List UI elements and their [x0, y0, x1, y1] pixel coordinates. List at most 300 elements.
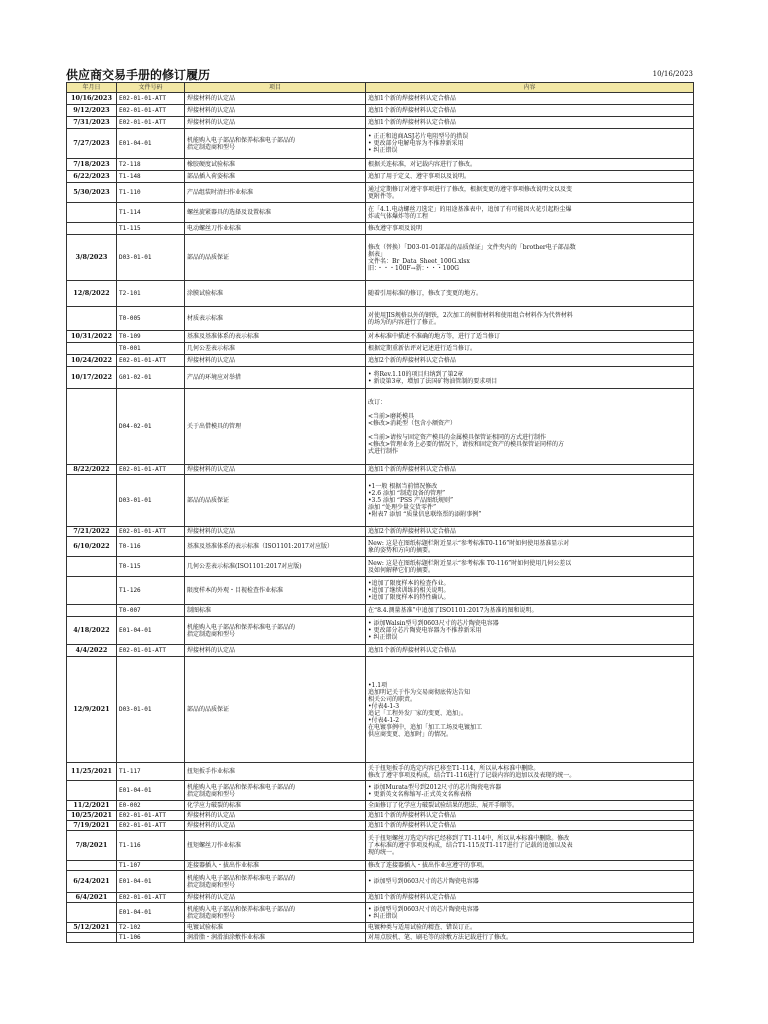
- row-item: [185, 831, 366, 861]
- table-row: [67, 781, 694, 801]
- table-row: [67, 465, 694, 475]
- row-item: [185, 159, 366, 171]
- row-doc-number: G01-02-01: [117, 367, 185, 389]
- table-header-row: [67, 83, 694, 93]
- table-row: [67, 129, 694, 159]
- row-content: [366, 923, 694, 933]
- row-date: 9/12/2023: [67, 105, 117, 117]
- row-item: [185, 331, 366, 343]
- table-row: [67, 903, 694, 923]
- row-date: 12/9/2021: [67, 657, 117, 763]
- row-date: 11/25/2021: [67, 763, 117, 781]
- content-line: 在“8.4.测量基准”中追加了ISO1101:2017为基准的图和说明。: [368, 607, 538, 614]
- row-item: [185, 763, 366, 781]
- content-line: 修改（替换）「D03-01-01部品的品质保证」文件夹内的「brother电子部品数: [368, 243, 576, 251]
- revision-history-table: [66, 82, 694, 943]
- table-row: [67, 537, 694, 557]
- content-line: 对使用JIS规格以外的钢铁，2次加工的树脂材料和使用组合材料作为代替材料: [368, 311, 573, 319]
- row-content: [366, 557, 694, 577]
- content-line: 修改了连接器插入・拔出作业应遵守的事项。: [368, 862, 489, 869]
- row-date: 7/18/2023: [67, 159, 117, 171]
- content-line: 的场为的内容进行了修正。: [368, 318, 441, 326]
- document-header: [66, 64, 693, 82]
- content-line: •付表4-1-2: [368, 716, 400, 724]
- row-content: [366, 331, 694, 343]
- row-doc-number: E02-01-01-ATT: [117, 811, 185, 821]
- table-row: [67, 861, 694, 871]
- row-content: [366, 159, 694, 171]
- row-date: 5/12/2021: [67, 923, 117, 933]
- content-line: •付表4-1-3: [368, 702, 400, 710]
- row-item: [185, 933, 366, 943]
- row-doc-number: E02-01-01-ATT: [117, 645, 185, 657]
- row-content: [366, 871, 694, 893]
- content-line: [368, 738, 691, 745]
- content-line: 现的统一。: [368, 849, 399, 856]
- row-date: [67, 781, 117, 801]
- row-item: [185, 871, 366, 893]
- row-item: [185, 537, 366, 557]
- table-row: [67, 933, 694, 943]
- content-line: 全面修订了化学应力破裂试验结果的想法、展开手顺等。: [368, 802, 519, 809]
- row-doc-number: E02-01-01-ATT: [117, 93, 185, 105]
- content-line: [368, 675, 691, 682]
- item-line: 焊接材料的认定品: [187, 95, 236, 102]
- row-content: [366, 801, 694, 811]
- content-line: 根据定期重新估评对记述进行适当修订。: [368, 345, 477, 352]
- content-line: • 正正和追商ASJ芯片电阻型号的措误: [368, 133, 469, 140]
- row-content: [366, 811, 694, 821]
- row-content: [366, 933, 694, 943]
- item-line: 化学应力破裂的标准: [187, 802, 242, 809]
- row-item: [185, 527, 366, 537]
- row-doc-number: T0-007: [117, 605, 185, 617]
- row-date: 6/4/2021: [67, 893, 117, 903]
- table-row: [67, 331, 694, 343]
- row-date: 12/8/2022: [67, 281, 117, 307]
- table-row: [67, 389, 694, 465]
- content-line: 改订：: [368, 398, 387, 406]
- content-line: •附表7 添加 “质量信息联络票的添附事例”: [368, 511, 482, 518]
- table-row: [67, 923, 694, 933]
- row-doc-number: T1-114: [117, 203, 185, 223]
- table-row: [67, 831, 694, 861]
- row-item: [185, 903, 366, 923]
- row-doc-number: T2-118: [117, 159, 185, 171]
- content-line: 象的姿势和方向的摘要。: [368, 546, 435, 554]
- table-row: [67, 657, 694, 763]
- content-line: • 更改部分芯片陶瓷电容器为不推荐新采用: [368, 627, 482, 634]
- row-content: [366, 861, 694, 871]
- row-content: [366, 527, 694, 537]
- table-row: [67, 801, 694, 811]
- row-item: [185, 117, 366, 129]
- row-doc-number: T1-106: [117, 933, 185, 943]
- row-date: [67, 307, 117, 331]
- row-content: [366, 605, 694, 617]
- table-row: [67, 893, 694, 903]
- item-line: 机能购入电子部品和保养标准电子部品的: [187, 905, 296, 913]
- row-doc-number: D04-02-01: [117, 389, 185, 465]
- row-date: [67, 577, 117, 605]
- table-row: [67, 117, 694, 129]
- document-page: [66, 64, 693, 943]
- row-item: [185, 861, 366, 871]
- row-date: [67, 203, 117, 223]
- row-item: [185, 811, 366, 821]
- row-content: [366, 465, 694, 475]
- content-line: • 新设第3章，增加了法国矿物油管制的要求项目: [368, 377, 498, 385]
- row-doc-number: T0-116: [117, 537, 185, 557]
- item-line: 连接器插入・拔出作业标准: [187, 862, 260, 869]
- row-date: 7/31/2023: [67, 117, 117, 129]
- row-doc-number: T2-102: [117, 923, 185, 933]
- row-item: [185, 171, 366, 183]
- table-row: [67, 577, 694, 605]
- content-line: • 将Rev.1.10的项目归纳到了第2章: [368, 370, 464, 378]
- content-line: • 纠正错误: [368, 147, 398, 154]
- content-line: New: 这是在图纸标题栏附近显示“参考标准 T0-116”时如何使用几何公差以: [368, 559, 572, 567]
- content-line: •追加了继续训练的相关说明。: [368, 587, 450, 594]
- item-line: 关于出借模具的管理: [187, 423, 242, 430]
- content-line: 据表」: [368, 250, 387, 258]
- table-row: [67, 235, 694, 281]
- row-content: [366, 475, 694, 527]
- content-line: 随着引用标准的修订，修改了变更的地方。: [368, 290, 483, 297]
- item-line: 部品的品质保证: [187, 706, 230, 713]
- content-line: 追加1个新的焊接材料认定合格品: [368, 812, 456, 819]
- content-line: 关于扭矩螺丝刀选定内容已经移到了T1-114中，所以从本标准中删除。修改: [368, 835, 570, 842]
- row-doc-number: D03-01-01: [117, 475, 185, 527]
- item-line: 几何公差表示标准: [187, 345, 236, 352]
- table-row: [67, 223, 694, 235]
- content-line: <当前>磨耗模具: [368, 412, 415, 420]
- table-row: [67, 367, 694, 389]
- row-date: 4/18/2022: [67, 617, 117, 645]
- row-content: [366, 281, 694, 307]
- content-line: • 纠正错误: [368, 912, 398, 920]
- row-content: [366, 307, 694, 331]
- item-line: 部品插入荷姿标准: [187, 173, 236, 180]
- row-doc-number: E02-01-01-ATT: [117, 105, 185, 117]
- content-line: 修改遵守事项及说明: [368, 225, 423, 232]
- content-line: <修改>管理业务上必要的情况下，请按和固定资产的模具保管证同样的方: [368, 440, 565, 448]
- row-doc-number: T1-116: [117, 831, 185, 861]
- content-line: 炸或气体爆炸等的工程: [368, 212, 429, 220]
- item-line: 焊接材料的认定品: [187, 466, 236, 473]
- row-date: 7/27/2023: [67, 129, 117, 159]
- content-line: • 纠正错误: [368, 634, 398, 641]
- table-row: [67, 617, 694, 645]
- row-content: [366, 105, 694, 117]
- row-doc-number: E02-01-01-ATT: [117, 117, 185, 129]
- row-content: [366, 763, 694, 781]
- content-line: • 更新英文名称缩写-正式英文名称表格: [368, 790, 472, 798]
- content-line: 根据关连标准，对记载内容进行了修改。: [368, 161, 477, 168]
- item-line: 材质表示标准: [187, 315, 224, 322]
- item-line: 制图标准: [187, 607, 212, 614]
- item-line: 基准及基准体系的表示标准: [187, 333, 260, 340]
- content-line: New: 这是在图纸标题栏附近显示“参考标准T0-116”时如何使用基准显示对: [368, 539, 570, 547]
- item-line: 指定制造商和型号: [187, 630, 236, 638]
- row-doc-number: E01-04-01: [117, 781, 185, 801]
- column-header-item: 项目: [185, 83, 366, 93]
- item-line: 指定制造商和型号: [187, 881, 236, 889]
- row-doc-number: D03-01-01: [117, 657, 185, 763]
- row-date: 10/25/2021: [67, 811, 117, 821]
- row-content: [366, 781, 694, 801]
- row-date: [67, 223, 117, 235]
- item-line: 螺丝旋紧器具的选择及设置标准: [187, 209, 272, 216]
- content-line: • 添加Walsin型号到0603尺寸的芯片陶瓷电容器: [368, 620, 499, 627]
- row-item: [185, 645, 366, 657]
- table-row: [67, 343, 694, 355]
- row-doc-number: E01-04-01: [117, 617, 185, 645]
- column-header-doc-number: 文件号码: [117, 83, 185, 93]
- row-item: [185, 343, 366, 355]
- row-date: [67, 475, 117, 527]
- row-content: [366, 831, 694, 861]
- row-content: [366, 171, 694, 183]
- row-doc-number: T1-107: [117, 861, 185, 871]
- item-line: 电动螺丝刀作业标准: [187, 225, 242, 232]
- item-line: 指定制造商和型号: [187, 790, 236, 798]
- row-item: [185, 923, 366, 933]
- row-doc-number: D03-01-01: [117, 235, 185, 281]
- content-line: 文件名：Br_Data_Sheet_100G.xlsx: [368, 257, 470, 265]
- row-item: [185, 367, 366, 389]
- row-content: [366, 367, 694, 389]
- table-row: [67, 281, 694, 307]
- content-line: 更附件等。: [368, 192, 399, 200]
- item-line: 机能购入电子部品和保养标准电子部品的: [187, 136, 296, 144]
- row-doc-number: E02-01-01-ATT: [117, 893, 185, 903]
- row-item: [185, 307, 366, 331]
- table-row: [67, 93, 694, 105]
- row-item: [185, 577, 366, 605]
- row-content: [366, 223, 694, 235]
- row-date: 7/19/2021: [67, 821, 117, 831]
- revision-date: 10/16/2023: [652, 70, 693, 78]
- content-line: [368, 406, 691, 413]
- row-doc-number: T1-110: [117, 183, 185, 203]
- row-date: [67, 343, 117, 355]
- table-row: [67, 105, 694, 117]
- row-content: [366, 183, 694, 203]
- row-item: [185, 389, 366, 465]
- row-item: [185, 893, 366, 903]
- row-item: [185, 281, 366, 307]
- content-line: • 添加型号到0603尺寸的芯片陶瓷电容器: [368, 878, 479, 885]
- row-content: [366, 343, 694, 355]
- row-doc-number: E01-04-01: [117, 903, 185, 923]
- row-doc-number: T0-109: [117, 331, 185, 343]
- row-content: [366, 117, 694, 129]
- content-line: [368, 427, 691, 434]
- table-row: [67, 475, 694, 527]
- content-line: 追加1个新的焊接材料认定合格品: [368, 894, 456, 901]
- content-line: 修改了遵守事项及构成，结合T1-116进行了记载内容的追加以及表现的统一。: [368, 771, 576, 779]
- item-line: 焊接材料的认定品: [187, 528, 236, 535]
- item-line: 焊接材料的认定品: [187, 812, 236, 819]
- row-date: [67, 389, 117, 465]
- item-line: 指定制造商和型号: [187, 143, 236, 151]
- content-line: •追加了限度样本的检查作业。: [368, 580, 450, 587]
- content-line: <当前>请按与固定资产模具的金属模具保管证相同的方式进行制作: [368, 433, 547, 441]
- page-title: 供应商交易手册的修订履历: [66, 68, 211, 82]
- row-content: [366, 645, 694, 657]
- content-line: •2.6 添加 “制造设备的管理”: [368, 490, 446, 497]
- row-date: 4/4/2022: [67, 645, 117, 657]
- item-line: 基准及基准体系的表示标准（ISO1101:2017对应版）: [187, 543, 333, 550]
- row-date: [67, 557, 117, 577]
- item-line: 限度样本的外观・目视检查作业标准: [187, 587, 284, 594]
- table-row: [67, 763, 694, 781]
- row-item: [185, 235, 366, 281]
- item-line: 涂膜试验标准: [187, 290, 224, 297]
- row-content: [366, 893, 694, 903]
- row-date: 6/10/2022: [67, 537, 117, 557]
- row-date: 5/30/2023: [67, 183, 117, 203]
- row-date: 10/31/2022: [67, 331, 117, 343]
- content-line: •追加了限度样本的特性确认。: [368, 594, 450, 601]
- content-line: 添加 “处理少量交货零件”: [368, 504, 437, 511]
- content-line: •1.1项: [368, 681, 388, 689]
- row-content: [366, 577, 694, 605]
- content-line: 追加1个新的焊接材料认定合格品: [368, 466, 456, 473]
- content-line: 了本标准的遵守事项及构成，结合T1-115及T1-117进行了记载的追加以及表: [368, 842, 573, 849]
- row-doc-number: E0-002: [117, 801, 185, 811]
- table-row: [67, 527, 694, 537]
- item-line: 部品的品质保证: [187, 254, 230, 261]
- row-content: [366, 537, 694, 557]
- table-row: [67, 811, 694, 821]
- content-line: 在「4.1.电动螺丝刀选定」的用途基准表中，追加了有可能因火花引起粉尘爆: [368, 205, 572, 213]
- item-line: 扭矩螺丝刀作业标准: [187, 842, 242, 849]
- table-row: [67, 605, 694, 617]
- content-line: 追加1个新的焊接材料认定合格品: [368, 647, 456, 654]
- row-date: 7/8/2021: [67, 831, 117, 861]
- row-item: [185, 93, 366, 105]
- row-doc-number: T0-001: [117, 343, 185, 355]
- table-row: [67, 645, 694, 657]
- row-content: [366, 389, 694, 465]
- content-line: 供应商变更、追加时」的情况。: [368, 730, 453, 738]
- row-item: [185, 183, 366, 203]
- row-date: [67, 605, 117, 617]
- content-line: <修改>消耗型（包含小额资产）: [368, 419, 457, 427]
- table-row: [67, 821, 694, 831]
- row-date: 10/24/2022: [67, 355, 117, 367]
- table-row: [67, 871, 694, 893]
- content-line: 追加1个新的焊接材料认定合格品: [368, 95, 456, 102]
- row-date: 7/21/2022: [67, 527, 117, 537]
- column-header-content: 内容: [366, 83, 694, 93]
- row-doc-number: E02-01-01-ATT: [117, 355, 185, 367]
- row-date: [67, 933, 117, 943]
- row-doc-number: E01-04-01: [117, 871, 185, 893]
- row-item: [185, 355, 366, 367]
- item-line: 机能购入电子部品和保养标准电子部品的: [187, 783, 296, 791]
- content-line: 式进行制作: [368, 447, 399, 455]
- row-item: [185, 557, 366, 577]
- item-line: 焊接材料的认定品: [187, 647, 236, 654]
- row-content: [366, 203, 694, 223]
- row-item: [185, 465, 366, 475]
- item-line: 几何公差表示标准(ISO1101:2017对应版): [187, 563, 302, 570]
- row-date: 3/8/2023: [67, 235, 117, 281]
- item-line: 产品的环境应对举措: [187, 374, 242, 381]
- row-doc-number: T1-117: [117, 763, 185, 781]
- column-header-date: 年月日: [67, 83, 117, 93]
- row-item: [185, 821, 366, 831]
- row-content: [366, 355, 694, 367]
- row-date: 8/22/2022: [67, 465, 117, 475]
- row-content: [366, 235, 694, 281]
- row-doc-number: T1-148: [117, 171, 185, 183]
- item-line: 焊接材料的认定品: [187, 357, 236, 364]
- content-line: 相关公司的职责。: [368, 695, 417, 703]
- item-line: 润滑脂・润滑油涂敷作业标准: [187, 934, 266, 941]
- content-line: 追加1个新的焊接材料认定合格品: [368, 822, 456, 829]
- content-line: • 添加Murata型号到2012尺寸的芯片陶瓷电容器: [368, 783, 502, 791]
- row-doc-number: T0-005: [117, 307, 185, 331]
- row-item: [185, 617, 366, 645]
- table-row: [67, 171, 694, 183]
- row-doc-number: T1-126: [117, 577, 185, 605]
- row-doc-number: E02-01-01-ATT: [117, 527, 185, 537]
- row-date: [67, 861, 117, 871]
- item-line: 焊接材料的认定品: [187, 107, 236, 114]
- row-doc-number: T2-101: [117, 281, 185, 307]
- row-doc-number: E02-01-01-ATT: [117, 821, 185, 831]
- row-content: [366, 617, 694, 645]
- row-content: [366, 657, 694, 763]
- row-item: [185, 203, 366, 223]
- item-line: 机能购入电子部品和保养标准电子部品的: [187, 623, 296, 631]
- content-line: 对本标准中描述不准确的地方等，进行了适当修订: [368, 333, 501, 340]
- row-date: 6/22/2023: [67, 171, 117, 183]
- content-line: 追记「工程外发厂家的变更、追加」。: [368, 709, 468, 717]
- row-item: [185, 801, 366, 811]
- item-line: 扭矩扳手作业标准: [187, 768, 236, 775]
- content-line: • 添加型号到0603尺寸的芯片陶瓷电容器: [368, 905, 479, 913]
- content-line: 追加1个新的焊接材料认定合格品: [368, 107, 456, 114]
- row-date: [67, 903, 117, 923]
- row-item: [185, 129, 366, 159]
- content-line: 追加了用于定义、遵守事项以及说明。: [368, 173, 471, 180]
- table-row: [67, 159, 694, 171]
- row-item: [185, 605, 366, 617]
- content-line: 电镀种类与适用试验的精查、错误订正。: [368, 924, 477, 931]
- row-date: 10/17/2022: [67, 367, 117, 389]
- row-doc-number: T1-115: [117, 223, 185, 235]
- table-row: [67, 183, 694, 203]
- row-item: [185, 781, 366, 801]
- row-doc-number: E01-04-01: [117, 129, 185, 159]
- item-line: 焊接材料的认定品: [187, 119, 236, 126]
- content-line: • 更改部分电解电容为不推荐新采用: [368, 140, 464, 147]
- row-content: [366, 821, 694, 831]
- content-line: 通过定期修订对遵守事项进行了修改，根据变更的遵守事项修改说明文以及变: [368, 185, 573, 193]
- item-line: 焊接材料的认定品: [187, 894, 236, 901]
- row-date: 10/16/2023: [67, 93, 117, 105]
- row-item: [185, 475, 366, 527]
- content-line: •1一般 根据当前情况修改: [368, 483, 438, 490]
- item-line: 焊接材料的认定品: [187, 822, 236, 829]
- content-line: 及如何解释它们的摘要。: [368, 566, 435, 574]
- content-line: 追加明记关于作为交易商彻底传达告知: [368, 688, 471, 696]
